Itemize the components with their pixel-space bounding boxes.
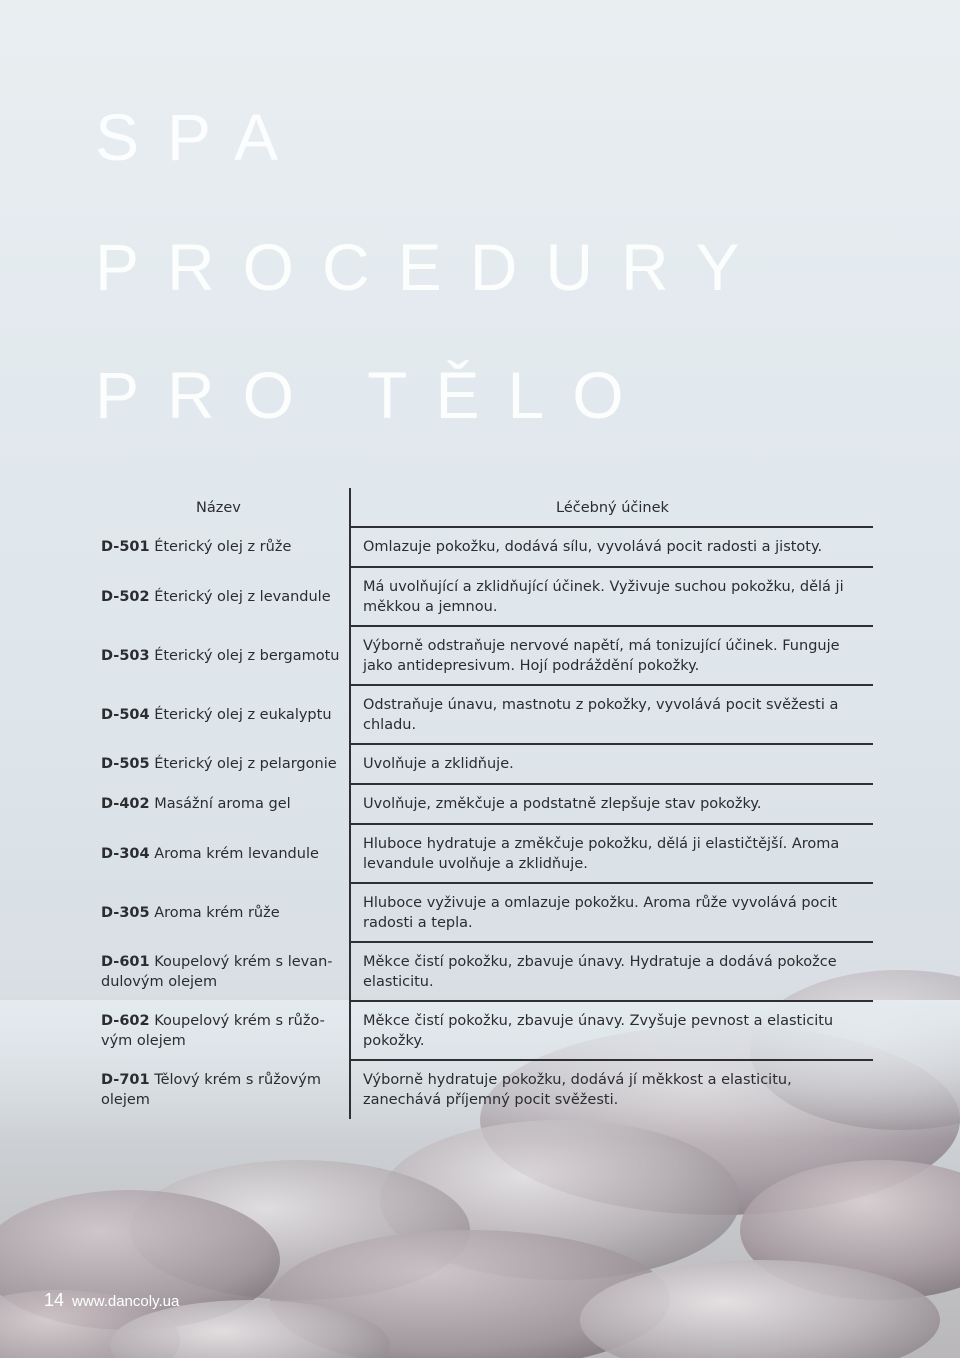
product-name-cell — [101, 942, 341, 1001]
product-name: Koupelový krém s levan-dulovým olejem — [101, 953, 333, 990]
product-code: D-602 — [101, 1012, 150, 1029]
product-code: D-701 — [101, 1071, 150, 1088]
product-effect: Výborně hydratuje pokožku, dodává jí měkkost a elasticitu, zanechává příjemný pocit svěžesti. — [363, 1071, 792, 1108]
product-effect: Měkce čistí pokožku, zbavuje únavy. Zvyšuje pevnost a elasticitu pokožky. — [363, 1012, 834, 1049]
table-row — [0, 567, 960, 626]
product-name: Aroma krém růže — [154, 904, 280, 921]
product-code: D-402 — [101, 796, 150, 812]
website-url: www.dancoly.ua — [72, 1293, 180, 1310]
page-number: 14 — [44, 1290, 65, 1310]
table-row — [0, 626, 960, 685]
product-code: D-502 — [101, 588, 150, 605]
product-name: Éterický olej z růže — [154, 539, 292, 555]
column-header-effect: Léčebný účinek — [556, 500, 669, 516]
product-effect: Omlazuje pokožku, dodává sílu, vyvolává pocit radosti a jistoty. — [363, 539, 823, 555]
product-name-cell — [101, 626, 341, 685]
product-name-cell — [101, 1001, 341, 1060]
title-line-procedury: PROCEDURY — [95, 230, 768, 304]
product-name: Éterický olej z bergamotu — [154, 647, 340, 664]
table-row — [0, 744, 960, 784]
product-code: D-501 — [101, 539, 150, 555]
product-name-cell — [101, 824, 341, 883]
table-row — [0, 685, 960, 744]
product-effect: Hluboce vyživuje a omlazuje pokožku. Aroma růže vyvolává pocit radosti a tepla. — [363, 894, 838, 931]
table-row — [0, 784, 960, 824]
product-code: D-504 — [101, 706, 150, 723]
product-name: Éterický olej z pelargonie — [154, 756, 337, 772]
table-row — [0, 942, 960, 1001]
product-effect: Má uvolňující a zklidňující účinek. Vyživuje suchou pokožku, dělá ji měkkou a jemnou. — [363, 578, 844, 615]
product-effect: Uvolňuje a zklidňuje. — [363, 756, 514, 772]
table-row — [0, 1060, 960, 1119]
product-code: D-503 — [101, 647, 150, 664]
table-row — [0, 824, 960, 883]
table-row — [0, 1001, 960, 1060]
product-name-cell — [101, 883, 341, 942]
product-name-cell — [101, 685, 341, 744]
product-code: D-305 — [101, 904, 150, 921]
table-row — [0, 527, 960, 567]
product-name-cell — [101, 784, 341, 824]
product-name: Masážní aroma gel — [154, 796, 291, 812]
product-code: D-601 — [101, 953, 150, 970]
product-effect: Odstraňuje únavu, mastnotu z pokožky, vyvolává pocit svěžesti a chladu. — [363, 696, 839, 733]
title-line-pro-telo: PRO TĚLO — [95, 358, 652, 432]
product-code: D-304 — [101, 845, 150, 862]
product-name-cell — [101, 567, 341, 626]
product-name: Koupelový krém s růžo-vým olejem — [101, 1012, 325, 1049]
product-name: Éterický olej z levandule — [154, 588, 331, 605]
product-name-cell — [101, 744, 341, 784]
product-effect: Výborně odstraňuje nervové napětí, má tonizující účinek. Funguje jako antidepresivum. Hojí podrážděnı́ pokožky. — [363, 637, 840, 674]
product-name: Aroma krém levandule — [154, 845, 319, 862]
product-effect: Hluboce hydratuje a změkčuje pokožku, dělá ji elastičtější. Aroma levandule uvolňuje a zklidňuje. — [363, 835, 840, 872]
product-table — [0, 527, 960, 1119]
product-name-cell — [101, 1060, 341, 1119]
title-line-spa: SPA — [95, 100, 307, 174]
page-footer — [44, 1288, 179, 1314]
column-header-name: Název — [196, 500, 241, 516]
table-row — [0, 883, 960, 942]
product-name-cell — [101, 527, 341, 567]
product-effect: Uvolňuje, změkčuje a podstatně zlepšuje stav pokožky. — [363, 796, 762, 812]
product-effect: Měkce čistí pokožku, zbavuje únavy. Hydratuje a dodává pokožce elasticitu. — [363, 953, 837, 990]
product-code: D-505 — [101, 756, 150, 772]
product-name: Éterický olej z eukalyptu — [154, 706, 332, 723]
product-name: Tělový krém s růžovým olejem — [101, 1071, 321, 1108]
